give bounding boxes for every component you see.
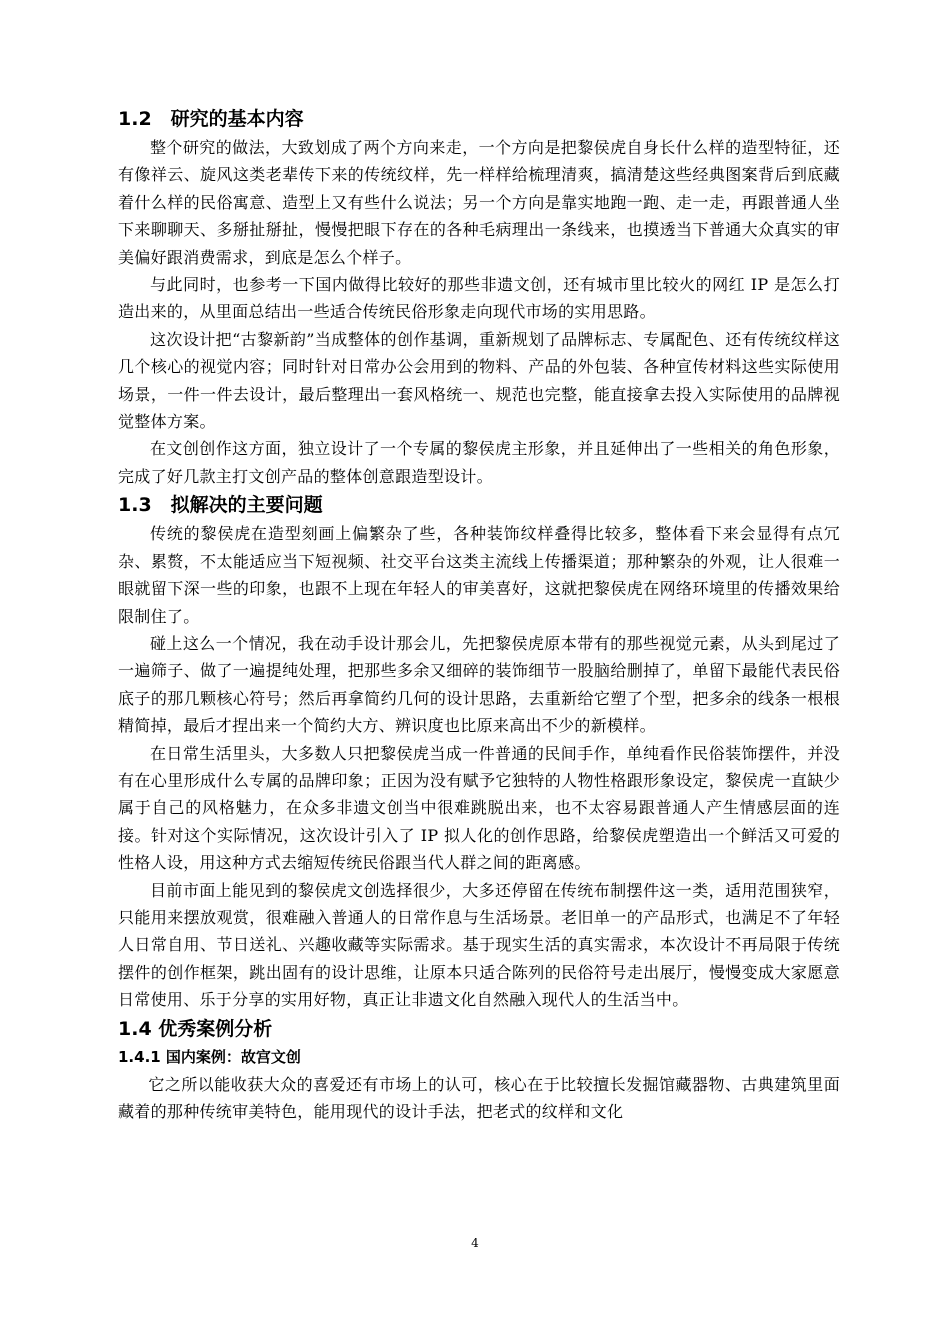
paragraph: 这次设计把“古黎新韵”当成整体的创作基调，重新规划了品牌标志、专属配色、还有传统纹样这几个核心的视觉内容；同时针对日常办公会用到的物料、产品的外包装、各种宣传材料这些实际使用场景，一件一件去设计，最后整理出一套风格统一、规范也完整，能直接拿去投入实际使用的品牌视觉整体方案。 (118, 329, 840, 432)
paragraph: 在文创创作这方面，独立设计了一个专属的黎侯虎主形象，并且延伸出了一些相关的角色形象，完成了好几款主打文创产品的整体创意跟造型设计。 (118, 439, 840, 486)
section-heading-1-4: 1.4 优秀案例分析 (118, 1017, 273, 1040)
paragraph: 在日常生活里头，大多数人只把黎侯虎当成一件普通的民间手作，单纯看作民俗装饰摆件，并没有在心里形成什么专属的品牌印象；正因为没有赋予它独特的人物性格跟形象设定，黎侯虎一直缺少属于自己的风格魅力，在众多非遗文创当中很难跳脱出来，也不太容易跟普通人产生情感层面的连接。针对这个实际情况，这次设计引入了 IP 拟人化的创作思路，给黎侯虎塑造出一个鲜活又可爱的性格人设，用这种方式去缩短传统民俗跟当代人群之间的距离感。 (118, 743, 840, 873)
paragraph: 它之所以能收获大众的喜爱还有市场上的认可，核心在于比较擅长发掘馆藏器物、古典建筑里面藏着的那种传统审美特色，能用现代的设计手法，把老式的纹样和文化 (118, 1074, 840, 1121)
page-number: 4 (471, 1236, 479, 1250)
section-heading-1-3: 1.3 拟解决的主要问题 (118, 494, 323, 517)
paragraph: 目前市面上能见到的黎侯虎文创选择很少，大多还停留在传统布制摆件这一类，适用范围狭窄，只能用来摆放观赏，很难融入普通人的日常作息与生活场景。老旧单一的产品形式，也满足不了年轻人日常自用、节日送礼、兴趣收藏等实际需求。基于现实生活的真实需求，本次设计不再局限于传统摆件的创作框架，跳出固有的设计思维，让原本只适合陈列的民俗符号走出展厅，慢慢变成大家愿意日常使用、乐于分享的实用好物，真正让非遗文化自然融入现代人的生活当中。 (118, 880, 840, 1010)
paragraph: 传统的黎侯虎在造型刻画上偏繁杂了些，各种装饰纹样叠得比较多，整体看下来会显得有点冗杂、累赘，不太能适应当下短视频、社交平台这类主流线上传播渠道；那种繁杂的外观，让人很难一眼就留下深一些的印象，也跟不上现在年轻人的审美喜好，这就把黎侯虎在网络环境里的传播效果给限制住了。 (118, 524, 840, 626)
subsection-heading-1-4-1: 1.4.1 国内案例：故宫文创 (118, 1047, 301, 1066)
document-page (118, 100, 840, 1125)
section-heading-1-2: 1.2 研究的基本内容 (118, 108, 304, 130)
paragraph: 碰上这么一个情况，我在动手设计那会儿，先把黎侯虎原本带有的那些视觉元素，从头到尾过了一遍筛子、做了一遍提纯处理，把那些多余又细碎的装饰细节一股脑给删掉了，单留下最能代表民俗底子的那几颗核心符号；然后再拿简约几何的设计思路，去重新给它塑了个型，把多余的线条一根根精简掉，最后才捏出来一个简约大方、辨识度也比原来高出不少的新模样。 (118, 633, 840, 736)
paragraph: 整个研究的做法，大致划成了两个方向来走，一个方向是把黎侯虎自身长什么样的造型特征，还有像祥云、旋风这类老辈传下来的传统纹样，先一样样给梳理清爽，搞清楚这些经典图案背后到底藏着什么样的民俗寓意、造型上又有些什么说法；另一个方向是靠实地跑一跑、走一走，再跟普通人坐下来聊聊天、多掰扯掰扯，慢慢把眼下存在的各种毛病理出一条线来，也摸透当下普通大众真实的审美偏好跟消费需求，到底是怎么个样子。 (118, 138, 840, 267)
paragraph: 与此同时，也参考一下国内做得比较好的那些非遗文创，还有城市里比较火的网红 IP 是怎么打造出来的，从里面总结出一些适合传统民俗形象走向现代市场的实用思路。 (118, 275, 840, 322)
